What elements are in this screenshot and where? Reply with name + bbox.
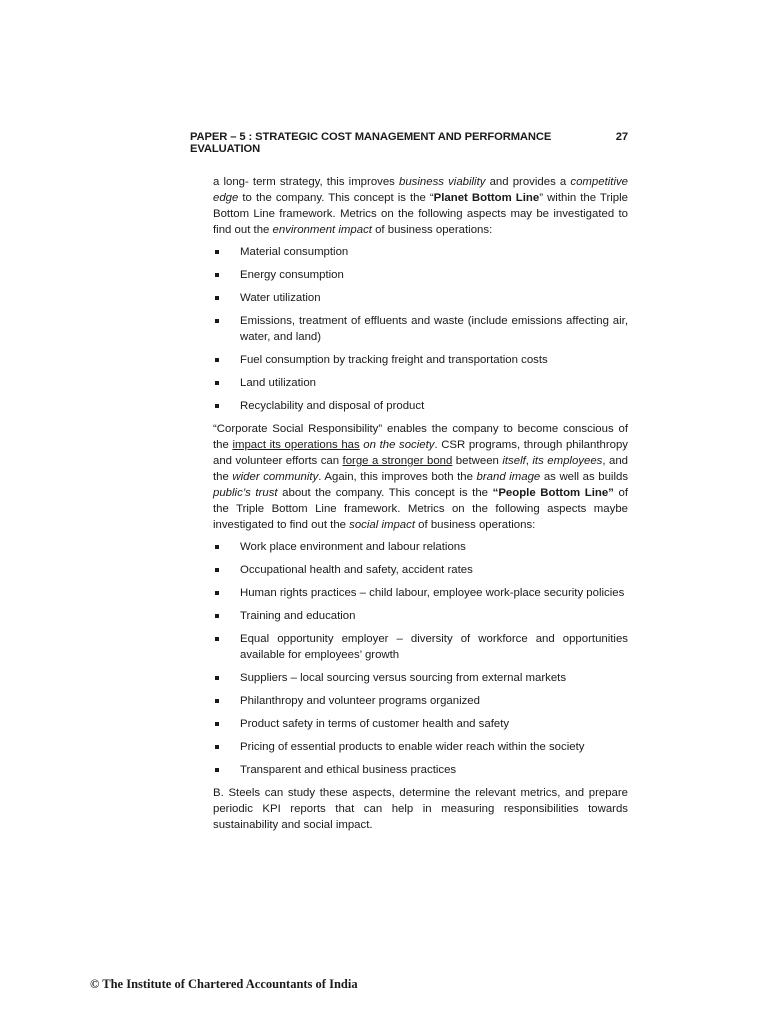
list-item: Suppliers – local sourcing versus sourcing from external markets <box>213 670 628 686</box>
text: a long- term strategy, this improves <box>213 176 400 188</box>
list-item: Material consumption <box>213 244 628 260</box>
emphasis: itself <box>502 455 526 467</box>
people-bottom-line-term: “People Bottom Line” <box>492 487 614 499</box>
text: “Corporate Social Responsibility” enables the company to become conscious of the <box>213 423 628 451</box>
list-item: Land utilization <box>213 375 628 391</box>
text: , and the <box>213 455 628 483</box>
list-item: Equal opportunity employer – diversity of workforce and opportunities available for employees’ growth <box>213 631 628 663</box>
list-item: Training and education <box>213 608 628 624</box>
text: of business operations: <box>371 224 493 236</box>
people-paragraph <box>213 421 628 533</box>
list-item: Recyclability and disposal of product <box>213 398 628 414</box>
list-item: Emissions, treatment of effluents and waste (include emissions affecting air, water, and land) <box>213 313 628 345</box>
text: of the Triple Bottom Line framework. Metrics on the following aspects maybe investigated to find out the <box>213 487 629 531</box>
emphasis: wider community <box>232 471 319 483</box>
planet-paragraph <box>213 174 628 238</box>
text: , <box>525 455 533 467</box>
list-item: Fuel consumption by tracking freight and transportation costs <box>213 352 628 368</box>
list-item: Transparent and ethical business practices <box>213 762 628 778</box>
emphasis: public’s trust <box>213 487 278 499</box>
text: and provides a <box>485 176 571 188</box>
list-item: Human rights practices – child labour, employee work-place security policies <box>213 585 628 601</box>
list-item: Occupational health and safety, accident rates <box>213 562 628 578</box>
emphasis: its employees <box>532 455 603 467</box>
text: . CSR programs, through philanthropy and volunteer efforts can <box>213 439 629 467</box>
list-item: Product safety in terms of customer health and safety <box>213 716 628 732</box>
conclusion-paragraph: B. Steels can study these aspects, determine the relevant metrics, and prepare periodic KPI reports that can help in measuring responsibilities towards sustainability and social impact. <box>213 787 628 831</box>
list-item: Pricing of essential products to enable wider reach within the society <box>213 739 628 755</box>
planet-bottom-line-term: Planet Bottom Line <box>433 192 540 204</box>
text: of business operations: <box>415 519 536 531</box>
emphasis: competitive edge <box>213 176 629 204</box>
environment-metrics-list <box>213 244 628 414</box>
social-metrics-list <box>213 539 628 778</box>
text: as well as builds <box>540 471 629 483</box>
text: ” within the Triple Bottom Line framework. Metrics on the following aspects may be investigated to find out the <box>213 192 628 236</box>
emphasis: social impact <box>349 519 415 531</box>
list-item: Work place environment and labour relations <box>213 539 628 555</box>
underlined-text: impact its operations has <box>232 439 360 451</box>
emphasis: environment impact <box>272 224 372 236</box>
emphasis: on the society <box>359 439 435 451</box>
page-header <box>190 131 628 155</box>
text: between <box>452 455 503 467</box>
text: . Again, this improves both the <box>318 471 477 483</box>
page-content <box>213 174 628 839</box>
text: to the company. This concept is the “ <box>238 192 434 204</box>
list-item: Water utilization <box>213 290 628 306</box>
emphasis: business viability <box>399 176 486 188</box>
emphasis: brand image <box>476 471 541 483</box>
text: about the company. This concept is the <box>277 487 493 499</box>
list-item: Energy consumption <box>213 267 628 283</box>
page-number: 27 <box>615 131 628 143</box>
underlined-text: forge a stronger bond <box>342 455 453 467</box>
footer-copyright: © The Institute of Chartered Accountants of India <box>90 977 358 991</box>
paper-title: PAPER – 5 : STRATEGIC COST MANAGEMENT AND PERFORMANCE EVALUATION <box>190 131 552 155</box>
list-item: Philanthropy and volunteer programs organized <box>213 693 628 709</box>
